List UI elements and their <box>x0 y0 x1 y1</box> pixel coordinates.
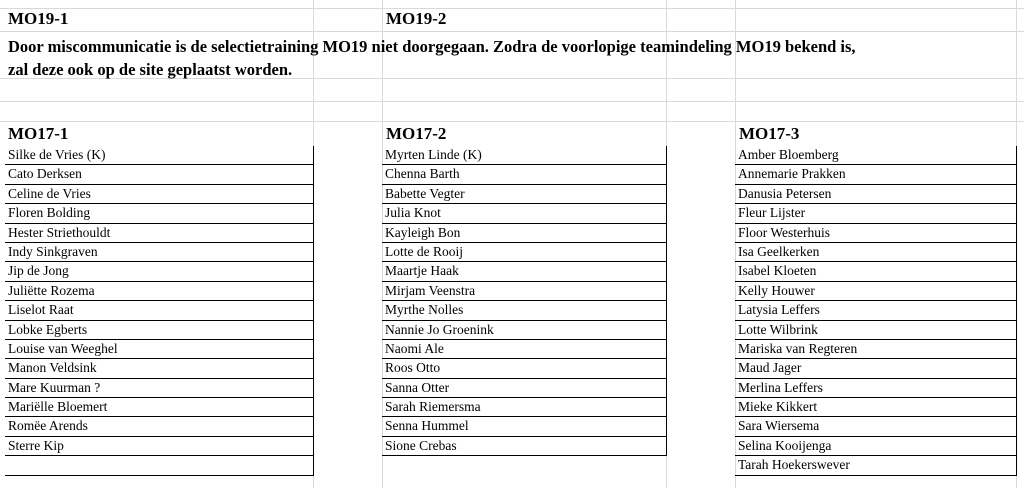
player-cell[interactable]: Chenna Barth <box>382 165 667 184</box>
player-cell[interactable]: Julia Knot <box>382 204 667 223</box>
player-cell[interactable]: Manon Veldsink <box>5 359 314 378</box>
mo17-3-title: MO17-3 <box>739 124 800 143</box>
player-cell[interactable]: Sanna Otter <box>382 379 667 398</box>
player-cell[interactable]: Mirjam Veenstra <box>382 282 667 301</box>
player-cell[interactable]: Mariska van Regteren <box>735 340 1017 359</box>
player-cell[interactable]: Celine de Vries <box>5 185 314 204</box>
player-cell[interactable]: Amber Bloemberg <box>735 146 1017 165</box>
mo17-1-title: MO17-1 <box>8 124 69 143</box>
player-cell[interactable]: Merlina Leffers <box>735 379 1017 398</box>
player-cell[interactable]: Maud Jager <box>735 359 1017 378</box>
grid-row-line <box>0 31 1024 32</box>
mo17-2-player-list <box>382 146 667 456</box>
player-cell[interactable]: Hester Striethouldt <box>5 224 314 243</box>
mo19-notice: Door miscommunicatie is de selectietraining MO19 niet doorgegaan. Zodra de voorlopige teamindeling MO19 bekend is, zal deze ook op de site geplaatst worden. <box>8 37 856 79</box>
mo19-2-title: MO19-2 <box>386 9 447 28</box>
player-cell[interactable]: Isabel Kloeten <box>735 262 1017 281</box>
player-cell[interactable]: Jip de Jong <box>5 262 314 281</box>
player-cell[interactable]: Roos Otto <box>382 359 667 378</box>
player-cell[interactable]: Mieke Kikkert <box>735 398 1017 417</box>
player-cell[interactable]: Maartje Haak <box>382 262 667 281</box>
player-cell[interactable]: Sterre Kip <box>5 437 314 456</box>
player-cell[interactable]: Nannie Jo Groenink <box>382 321 667 340</box>
player-cell[interactable]: Myrthe Nolles <box>382 301 667 320</box>
player-cell[interactable]: Tarah Hoekerswever <box>735 456 1017 475</box>
player-cell[interactable]: Romëe Arends <box>5 417 314 436</box>
player-cell[interactable]: Sione Crebas <box>382 437 667 456</box>
mo19-1-title: MO19-1 <box>8 9 69 28</box>
empty-cell[interactable] <box>5 456 314 475</box>
player-cell[interactable]: Fleur Lijster <box>735 204 1017 223</box>
player-cell[interactable]: Babette Vegter <box>382 185 667 204</box>
player-cell[interactable]: Danusia Petersen <box>735 185 1017 204</box>
player-cell[interactable]: Lotte Wilbrink <box>735 321 1017 340</box>
player-cell[interactable]: Mariëlle Bloemert <box>5 398 314 417</box>
player-cell[interactable]: Juliëtte Rozema <box>5 282 314 301</box>
player-cell[interactable]: Cato Derksen <box>5 165 314 184</box>
grid-row-line <box>0 101 1024 102</box>
player-cell[interactable]: Isa Geelkerken <box>735 243 1017 262</box>
player-cell[interactable]: Indy Sinkgraven <box>5 243 314 262</box>
mo17-3-player-list <box>735 146 1017 476</box>
player-cell[interactable]: Louise van Weeghel <box>5 340 314 359</box>
mo17-1-player-list <box>5 146 314 476</box>
player-cell[interactable]: Naomi Ale <box>382 340 667 359</box>
player-cell[interactable]: Lotte de Rooij <box>382 243 667 262</box>
player-cell[interactable]: Lobke Egberts <box>5 321 314 340</box>
player-cell[interactable]: Kayleigh Bon <box>382 224 667 243</box>
player-cell[interactable]: Latysia Leffers <box>735 301 1017 320</box>
player-cell[interactable]: Myrten Linde (K) <box>382 146 667 165</box>
player-cell[interactable]: Floor Westerhuis <box>735 224 1017 243</box>
grid-row-line <box>0 8 1024 9</box>
grid-row-line <box>0 121 1024 122</box>
mo17-2-title: MO17-2 <box>386 124 447 143</box>
player-cell[interactable]: Kelly Houwer <box>735 282 1017 301</box>
player-cell[interactable]: Sara Wiersema <box>735 417 1017 436</box>
player-cell[interactable]: Floren Bolding <box>5 204 314 223</box>
player-cell[interactable]: Senna Hummel <box>382 417 667 436</box>
player-cell[interactable]: Annemarie Prakken <box>735 165 1017 184</box>
player-cell[interactable]: Sarah Riemersma <box>382 398 667 417</box>
player-cell[interactable]: Silke de Vries (K) <box>5 146 314 165</box>
player-cell[interactable]: Selina Kooijenga <box>735 437 1017 456</box>
player-cell[interactable]: Mare Kuurman ? <box>5 379 314 398</box>
player-cell[interactable]: Liselot Raat <box>5 301 314 320</box>
